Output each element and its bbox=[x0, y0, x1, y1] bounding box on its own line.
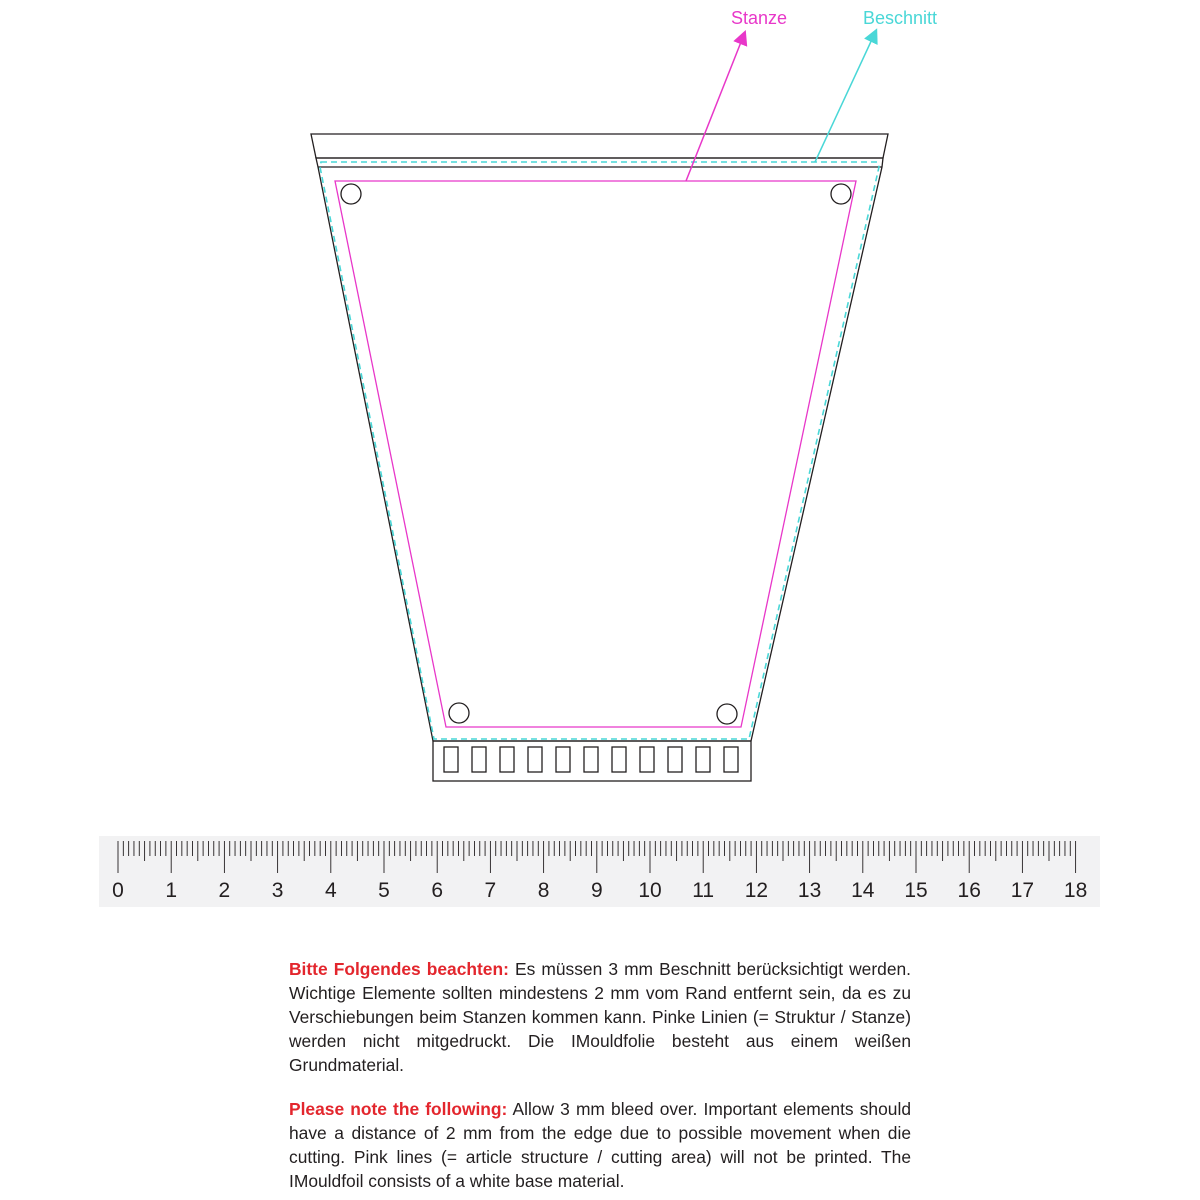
ruler-ticks bbox=[118, 841, 1076, 873]
ruler-number: 0 bbox=[112, 879, 124, 902]
note-english bbox=[289, 1097, 911, 1193]
ruler-number: 2 bbox=[218, 879, 231, 902]
ruler-number: 15 bbox=[904, 879, 928, 902]
note-german-body: Es müssen 3 mm Beschnitt berücksichtigt werden. Wichtige Elemente sollten mindestens 2 mm vom Rand entfernt sein, da es zu Verschiebungen beim Stanzen kommen kann. Pinke Linien (= Struktur / Stanze) werden nicht mitgedruckt. Die IMouldfolie besteht aus einem weißen Grundmaterial. bbox=[289, 959, 911, 1075]
ruler-number: 8 bbox=[537, 879, 550, 902]
ruler-number: 6 bbox=[431, 879, 444, 902]
circle-top-right bbox=[831, 184, 851, 204]
ruler-number: 10 bbox=[638, 879, 662, 902]
ruler-number: 7 bbox=[484, 879, 497, 902]
beschnitt-label: Beschnitt bbox=[863, 8, 938, 28]
corner-circles bbox=[341, 184, 851, 724]
circle-top-left bbox=[341, 184, 361, 204]
ruler-number: 5 bbox=[378, 879, 390, 902]
stanze-arrow bbox=[686, 37, 743, 181]
note-english-heading: Please note the following: bbox=[289, 1099, 508, 1119]
note-english-body: Allow 3 mm bleed over. Important elements should have a distance of 2 mm from the edge due to possible movement when die cutting. Pink lines (= article structure / cutting area) will not be printed. The IMouldfoil consists of a white base material. bbox=[289, 1099, 911, 1191]
ruler-number: 3 bbox=[271, 879, 284, 902]
ruler-number: 13 bbox=[797, 879, 822, 902]
circle-bottom-left bbox=[449, 703, 469, 723]
ruler-number: 4 bbox=[324, 879, 337, 902]
ruler-number: 12 bbox=[744, 879, 769, 902]
ruler-numbers bbox=[112, 879, 1087, 902]
ruler-number: 16 bbox=[957, 879, 981, 902]
outer-outline bbox=[316, 158, 883, 741]
stanze-label: Stanze bbox=[731, 8, 788, 28]
ruler-scale bbox=[99, 836, 1100, 907]
beschnitt-line bbox=[320, 162, 879, 739]
note-german-heading: Bitte Folgendes beachten: bbox=[289, 959, 509, 979]
ruler-number: 18 bbox=[1063, 879, 1088, 902]
ruler bbox=[99, 836, 1100, 907]
beschnitt-arrow bbox=[815, 35, 874, 162]
outer-top-band bbox=[311, 134, 888, 158]
bottom-tab-squares bbox=[444, 747, 738, 772]
ruler-number: 1 bbox=[165, 879, 178, 902]
ruler-number: 17 bbox=[1010, 879, 1035, 902]
ruler-number: 11 bbox=[692, 879, 715, 902]
note-german bbox=[289, 957, 911, 1077]
ruler-number: 9 bbox=[590, 879, 603, 902]
circle-bottom-right bbox=[717, 704, 737, 724]
ruler-number: 14 bbox=[851, 879, 875, 902]
